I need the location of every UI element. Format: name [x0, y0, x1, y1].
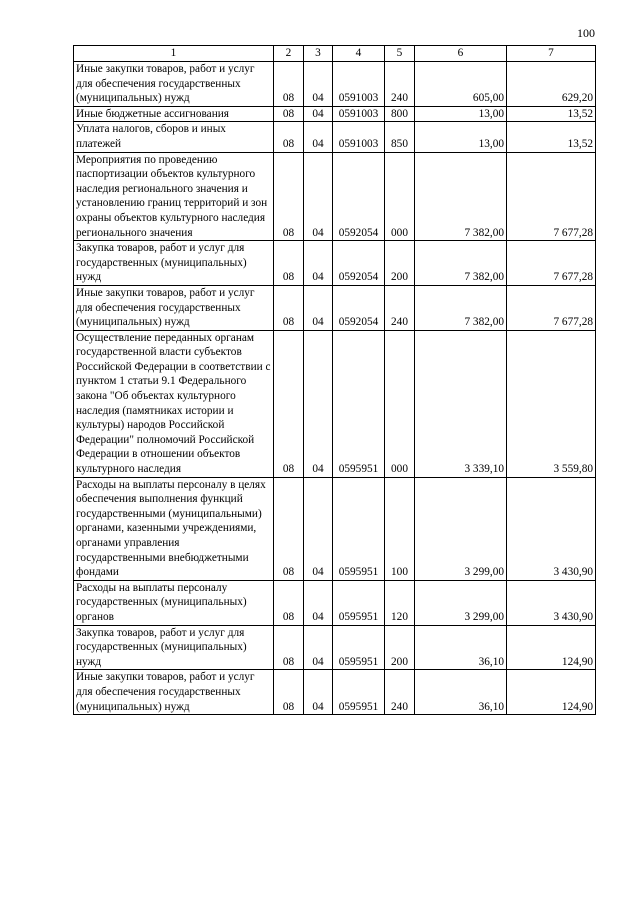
subsection-code: 04: [304, 241, 333, 286]
row-name: Иные закупки товаров, работ и услуг для обеспечения государственных (муниципальных) нужд: [74, 285, 274, 330]
column-header-6: 6: [415, 46, 507, 62]
amount-column-6: 7 382,00: [415, 152, 507, 241]
amount-column-6: 3 299,00: [415, 477, 507, 580]
expense-type-code: 850: [385, 122, 415, 152]
target-article-code: 0591003: [333, 106, 385, 122]
section-code: 08: [274, 122, 304, 152]
row-name: Уплата налогов, сборов и иных платежей: [74, 122, 274, 152]
table-row: [74, 152, 596, 241]
expense-type-code: 100: [385, 477, 415, 580]
subsection-code: 04: [304, 62, 333, 107]
amount-column-6: 7 382,00: [415, 285, 507, 330]
subsection-code: 04: [304, 670, 333, 715]
subsection-code: 04: [304, 285, 333, 330]
row-name: Иные закупки товаров, работ и услуг для обеспечения государственных (муниципальных) нужд: [74, 670, 274, 715]
section-code: 08: [274, 330, 304, 477]
column-header-1: 1: [74, 46, 274, 62]
table-row: [74, 670, 596, 715]
row-name: Иные закупки товаров, работ и услуг для обеспечения государственных (муниципальных) нужд: [74, 62, 274, 107]
amount-column-6: 3 339,10: [415, 330, 507, 477]
row-name: Расходы на выплаты персоналу государственных (муниципальных) органов: [74, 580, 274, 625]
subsection-code: 04: [304, 122, 333, 152]
section-code: 08: [274, 241, 304, 286]
target-article-code: 0591003: [333, 122, 385, 152]
section-code: 08: [274, 285, 304, 330]
subsection-code: 04: [304, 580, 333, 625]
column-header-3: 3: [304, 46, 333, 62]
expense-type-code: 240: [385, 62, 415, 107]
table-row: [74, 477, 596, 580]
row-name: Закупка товаров, работ и услуг для государственных (муниципальных) нужд: [74, 241, 274, 286]
amount-column-6: 36,10: [415, 625, 507, 670]
subsection-code: 04: [304, 106, 333, 122]
amount-column-7: 7 677,28: [507, 285, 596, 330]
amount-column-6: 3 299,00: [415, 580, 507, 625]
amount-column-7: 124,90: [507, 670, 596, 715]
amount-column-6: 13,00: [415, 106, 507, 122]
section-code: 08: [274, 106, 304, 122]
table-row: [74, 62, 596, 107]
subsection-code: 04: [304, 625, 333, 670]
amount-column-6: 605,00: [415, 62, 507, 107]
row-name: Иные бюджетные ассигнования: [74, 106, 274, 122]
section-code: 08: [274, 670, 304, 715]
section-code: 08: [274, 152, 304, 241]
amount-column-6: 7 382,00: [415, 241, 507, 286]
table-header-row: [74, 46, 596, 62]
expense-type-code: 240: [385, 285, 415, 330]
amount-column-7: 13,52: [507, 106, 596, 122]
table-row: [74, 106, 596, 122]
subsection-code: 04: [304, 152, 333, 241]
section-code: 08: [274, 477, 304, 580]
section-code: 08: [274, 625, 304, 670]
target-article-code: 0592054: [333, 152, 385, 241]
row-name: Закупка товаров, работ и услуг для государственных (муниципальных) нужд: [74, 625, 274, 670]
table-row: [74, 580, 596, 625]
expense-type-code: 200: [385, 241, 415, 286]
amount-column-7: 3 559,80: [507, 330, 596, 477]
expense-type-code: 800: [385, 106, 415, 122]
target-article-code: 0592054: [333, 285, 385, 330]
column-header-4: 4: [333, 46, 385, 62]
subsection-code: 04: [304, 477, 333, 580]
column-header-5: 5: [385, 46, 415, 62]
expense-type-code: 000: [385, 152, 415, 241]
target-article-code: 0595951: [333, 580, 385, 625]
row-name: Расходы на выплаты персоналу в целях обеспечения выполнения функций государственными (муниципальными) органами, казенными учреждениями, органами управления государственными внебюджетными фондами: [74, 477, 274, 580]
expense-type-code: 120: [385, 580, 415, 625]
amount-column-7: 13,52: [507, 122, 596, 152]
amount-column-7: 124,90: [507, 625, 596, 670]
amount-column-7: 629,20: [507, 62, 596, 107]
table-row: [74, 122, 596, 152]
target-article-code: 0592054: [333, 241, 385, 286]
target-article-code: 0591003: [333, 62, 385, 107]
target-article-code: 0595951: [333, 477, 385, 580]
row-name: Осуществление переданных органам государственной власти субъектов Российской Федерации в соответствии с пунктом 1 статьи 9.1 Федерального закона "Об объектах культурного наследия (памятниках истории и культуры) народов Российской Федерации" полномочий Российской Федерации в отношении объектов культурного наследия: [74, 330, 274, 477]
table-row: [74, 330, 596, 477]
table-row: [74, 241, 596, 286]
expense-type-code: 200: [385, 625, 415, 670]
budget-table: [73, 45, 596, 715]
amount-column-7: 7 677,28: [507, 241, 596, 286]
expense-type-code: 240: [385, 670, 415, 715]
section-code: 08: [274, 62, 304, 107]
amount-column-6: 36,10: [415, 670, 507, 715]
page-number: 100: [577, 26, 595, 40]
table-row: [74, 285, 596, 330]
table-row: [74, 625, 596, 670]
column-header-7: 7: [507, 46, 596, 62]
section-code: 08: [274, 580, 304, 625]
column-header-2: 2: [274, 46, 304, 62]
row-name: Мероприятия по проведению паспортизации объектов культурного наследия регионального значения и установлению границ территорий и зон охраны объектов культурного наследия регионального значения: [74, 152, 274, 241]
amount-column-7: 3 430,90: [507, 477, 596, 580]
target-article-code: 0595951: [333, 670, 385, 715]
amount-column-7: 7 677,28: [507, 152, 596, 241]
subsection-code: 04: [304, 330, 333, 477]
amount-column-7: 3 430,90: [507, 580, 596, 625]
expense-type-code: 000: [385, 330, 415, 477]
target-article-code: 0595951: [333, 625, 385, 670]
amount-column-6: 13,00: [415, 122, 507, 152]
target-article-code: 0595951: [333, 330, 385, 477]
